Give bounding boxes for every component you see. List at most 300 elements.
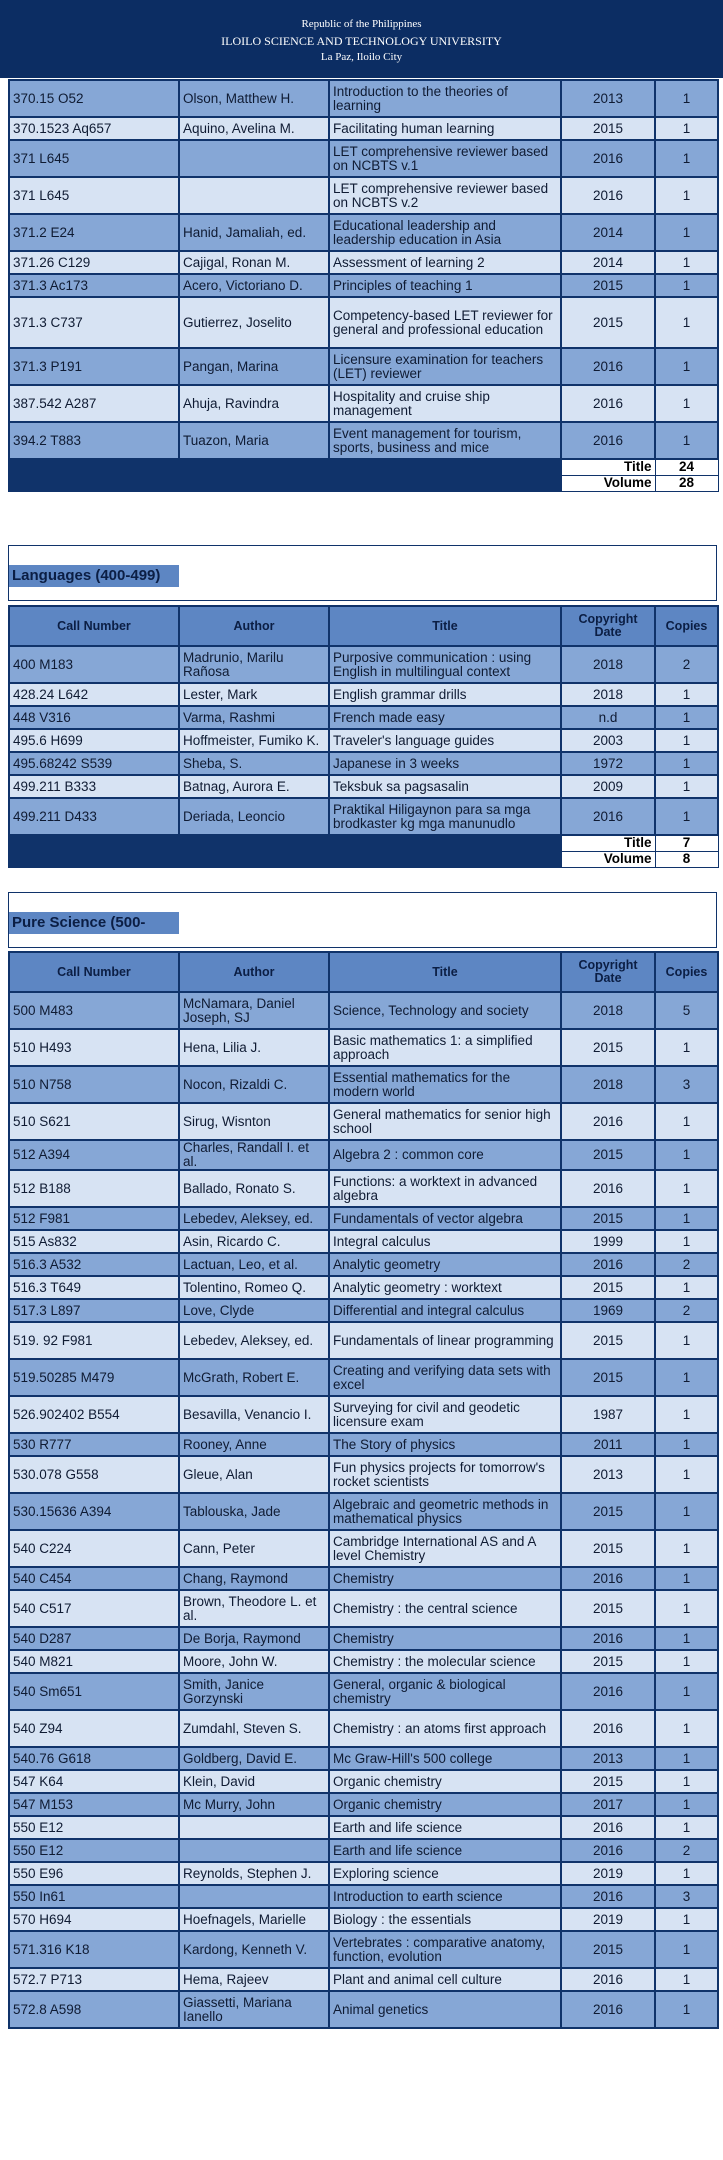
title-cell: Fun physics projects for tomorrow's rocket scientists bbox=[329, 1456, 561, 1493]
copies-cell: 1 bbox=[655, 1770, 718, 1793]
author-cell: Gutierrez, Joselito bbox=[179, 297, 329, 348]
copies-cell: 1 bbox=[655, 1493, 718, 1530]
table-row bbox=[9, 251, 718, 274]
volume-total-value: 8 bbox=[655, 851, 718, 867]
call-number-cell: 571.316 K18 bbox=[9, 1931, 179, 1968]
title-cell: Educational leadership and leadership education in Asia bbox=[329, 214, 561, 251]
table-row bbox=[9, 1103, 718, 1140]
table-row bbox=[9, 1650, 718, 1673]
copies-cell: 1 bbox=[655, 1862, 718, 1885]
table-row bbox=[9, 1770, 718, 1793]
copyright-date-cell: 1987 bbox=[561, 1396, 655, 1433]
header-copies: Copies bbox=[655, 952, 718, 992]
title-cell: French made easy bbox=[329, 706, 561, 729]
call-number-cell: 540 Z94 bbox=[9, 1710, 179, 1747]
copyright-date-cell: 2015 bbox=[561, 1590, 655, 1627]
copyright-date-cell: 2016 bbox=[561, 1885, 655, 1908]
pure-science-table bbox=[8, 951, 719, 2029]
author-cell: Hanid, Jamaliah, ed. bbox=[179, 214, 329, 251]
copyright-date-cell: 2015 bbox=[561, 1931, 655, 1968]
copies-cell: 1 bbox=[655, 80, 718, 117]
copyright-date-cell: 2016 bbox=[561, 422, 655, 459]
title-cell: Animal genetics bbox=[329, 1991, 561, 2028]
call-number-cell: 547 M153 bbox=[9, 1793, 179, 1816]
table-row bbox=[9, 422, 718, 459]
copies-cell: 1 bbox=[655, 683, 718, 706]
author-cell: Sheba, S. bbox=[179, 752, 329, 775]
author-cell: Lebedev, Aleksey, ed. bbox=[179, 1322, 329, 1359]
author-cell: McNamara, Daniel Joseph, SJ bbox=[179, 992, 329, 1029]
copyright-date-cell: 2016 bbox=[561, 1627, 655, 1650]
table-row bbox=[9, 752, 718, 775]
title-cell: Chemistry : an atoms first approach bbox=[329, 1710, 561, 1747]
copyright-date-cell: 2016 bbox=[561, 1839, 655, 1862]
call-number-cell: 512 F981 bbox=[9, 1207, 179, 1230]
title-cell: Organic chemistry bbox=[329, 1793, 561, 1816]
total-spacer bbox=[329, 851, 561, 867]
copies-cell: 1 bbox=[655, 274, 718, 297]
header-author: Author bbox=[179, 606, 329, 646]
table-row bbox=[9, 1885, 718, 1908]
table-row bbox=[9, 177, 718, 214]
call-number-cell: 428.24 L642 bbox=[9, 683, 179, 706]
copies-cell: 1 bbox=[655, 214, 718, 251]
call-number-cell: 499.211 B333 bbox=[9, 775, 179, 798]
call-number-cell: 512 B188 bbox=[9, 1170, 179, 1207]
author-cell: Lactuan, Leo, et al. bbox=[179, 1253, 329, 1276]
copyright-date-cell: 2016 bbox=[561, 798, 655, 835]
copyright-date-cell: 2018 bbox=[561, 1066, 655, 1103]
header-author: Author bbox=[179, 952, 329, 992]
copyright-date-cell: 2015 bbox=[561, 117, 655, 140]
table-row bbox=[9, 140, 718, 177]
author-cell: Hoefnagels, Marielle bbox=[179, 1908, 329, 1931]
total-spacer bbox=[179, 835, 329, 851]
total-spacer bbox=[179, 851, 329, 867]
author-cell bbox=[179, 1816, 329, 1839]
volume-total-label: Volume bbox=[561, 851, 655, 867]
volume-total-label: Volume bbox=[561, 475, 655, 491]
title-cell: Algebraic and geometric methods in mathematical physics bbox=[329, 1493, 561, 1530]
call-number-cell: 495.6 H699 bbox=[9, 729, 179, 752]
copies-cell: 1 bbox=[655, 752, 718, 775]
copies-cell: 1 bbox=[655, 729, 718, 752]
volume-total-row bbox=[9, 475, 718, 491]
call-number-cell: 526.902402 B554 bbox=[9, 1396, 179, 1433]
volume-total-value: 28 bbox=[655, 475, 718, 491]
copyright-date-cell: 2018 bbox=[561, 992, 655, 1029]
volume-total-row bbox=[9, 851, 718, 867]
section-label-languages: Languages (400-499) bbox=[9, 565, 179, 587]
call-number-cell: 572.8 A598 bbox=[9, 1991, 179, 2028]
copies-cell: 1 bbox=[655, 177, 718, 214]
copyright-date-cell: 2013 bbox=[561, 1456, 655, 1493]
title-cell: LET comprehensive reviewer based on NCBTS v.2 bbox=[329, 177, 561, 214]
copies-cell: 3 bbox=[655, 1066, 718, 1103]
copyright-date-cell: 2016 bbox=[561, 348, 655, 385]
author-cell: Love, Clyde bbox=[179, 1299, 329, 1322]
title-cell: Fundamentals of vector algebra bbox=[329, 1207, 561, 1230]
call-number-cell: 540 M821 bbox=[9, 1650, 179, 1673]
title-cell: Assessment of learning 2 bbox=[329, 251, 561, 274]
table-row bbox=[9, 1066, 718, 1103]
author-cell: Lester, Mark bbox=[179, 683, 329, 706]
copyright-date-cell: 2016 bbox=[561, 1710, 655, 1747]
table-row bbox=[9, 1627, 718, 1650]
author-cell: Tolentino, Romeo Q. bbox=[179, 1276, 329, 1299]
copyright-date-cell: 2015 bbox=[561, 1493, 655, 1530]
call-number-cell: 371.2 E24 bbox=[9, 214, 179, 251]
copies-cell: 2 bbox=[655, 1253, 718, 1276]
copies-cell: 1 bbox=[655, 1590, 718, 1627]
copyright-date-cell: 2013 bbox=[561, 80, 655, 117]
copyright-date-cell: 1972 bbox=[561, 752, 655, 775]
copies-cell: 1 bbox=[655, 1322, 718, 1359]
copies-cell: 1 bbox=[655, 1627, 718, 1650]
copyright-date-cell: 2015 bbox=[561, 1530, 655, 1567]
author-cell: Hema, Rajeev bbox=[179, 1968, 329, 1991]
author-cell: Charles, Randall I. et al. bbox=[179, 1140, 329, 1170]
copyright-date-cell: 2015 bbox=[561, 1359, 655, 1396]
call-number-cell: 371 L645 bbox=[9, 177, 179, 214]
header-republic: Republic of the Philippines bbox=[301, 18, 422, 30]
table-row bbox=[9, 1839, 718, 1862]
copies-cell: 1 bbox=[655, 798, 718, 835]
author-cell: Hena, Lilia J. bbox=[179, 1029, 329, 1066]
title-cell: General, organic & biological chemistry bbox=[329, 1673, 561, 1710]
copyright-date-cell: 2016 bbox=[561, 177, 655, 214]
copyright-date-cell: 2016 bbox=[561, 385, 655, 422]
call-number-cell: 517.3 L897 bbox=[9, 1299, 179, 1322]
title-cell: Earth and life science bbox=[329, 1839, 561, 1862]
copies-cell: 1 bbox=[655, 1968, 718, 1991]
table-row bbox=[9, 1710, 718, 1747]
table-row bbox=[9, 1359, 718, 1396]
title-cell: Fundamentals of linear programming bbox=[329, 1322, 561, 1359]
copyright-date-cell: 1969 bbox=[561, 1299, 655, 1322]
copyright-date-cell: 2014 bbox=[561, 214, 655, 251]
title-cell: Introduction to the theories of learning bbox=[329, 80, 561, 117]
call-number-cell: 499.211 D433 bbox=[9, 798, 179, 835]
author-cell: Besavilla, Venancio I. bbox=[179, 1396, 329, 1433]
title-total-value: 24 bbox=[655, 459, 718, 475]
call-number-cell: 550 E12 bbox=[9, 1816, 179, 1839]
copyright-date-cell: 2016 bbox=[561, 1253, 655, 1276]
copyright-date-cell: 2016 bbox=[561, 1673, 655, 1710]
title-cell: Facilitating human learning bbox=[329, 117, 561, 140]
copyright-date-cell: 2003 bbox=[561, 729, 655, 752]
languages-table bbox=[8, 605, 719, 868]
copyright-date-cell: 2017 bbox=[561, 1793, 655, 1816]
call-number-cell: 371.3 C737 bbox=[9, 297, 179, 348]
copyright-date-cell: 2014 bbox=[561, 251, 655, 274]
table-row bbox=[9, 706, 718, 729]
title-cell: Vertebrates : comparative anatomy, function, evolution bbox=[329, 1931, 561, 1968]
copies-cell: 1 bbox=[655, 1793, 718, 1816]
author-cell: Moore, John W. bbox=[179, 1650, 329, 1673]
call-number-cell: 400 M183 bbox=[9, 646, 179, 683]
call-number-cell: 572.7 P713 bbox=[9, 1968, 179, 1991]
author-cell bbox=[179, 1839, 329, 1862]
table-row bbox=[9, 80, 718, 117]
call-number-cell: 530.078 G558 bbox=[9, 1456, 179, 1493]
title-cell: Purposive communication : using English in multilingual context bbox=[329, 646, 561, 683]
title-cell: Praktikal Hiligaynon para sa mga brodkaster kg mga manunudlo bbox=[329, 798, 561, 835]
total-spacer bbox=[9, 459, 179, 475]
call-number-cell: 387.542 A287 bbox=[9, 385, 179, 422]
call-number-cell: 515 As832 bbox=[9, 1230, 179, 1253]
table-row bbox=[9, 1299, 718, 1322]
total-spacer bbox=[9, 475, 179, 491]
copies-cell: 1 bbox=[655, 140, 718, 177]
table-row bbox=[9, 117, 718, 140]
copyright-date-cell: 2015 bbox=[561, 1276, 655, 1299]
table-row bbox=[9, 1276, 718, 1299]
table-row bbox=[9, 1493, 718, 1530]
copyright-date-cell: 2015 bbox=[561, 1650, 655, 1673]
copyright-date-cell: 2019 bbox=[561, 1862, 655, 1885]
copyright-date-cell: 2016 bbox=[561, 1968, 655, 1991]
title-cell: English grammar drills bbox=[329, 683, 561, 706]
call-number-cell: 516.3 T649 bbox=[9, 1276, 179, 1299]
header-call-number: Call Number bbox=[9, 606, 179, 646]
title-cell: Surveying for civil and geodetic licensure exam bbox=[329, 1396, 561, 1433]
section-band-languages bbox=[8, 545, 717, 601]
copyright-date-cell: 2016 bbox=[561, 1103, 655, 1140]
title-cell: Essential mathematics for the modern world bbox=[329, 1066, 561, 1103]
author-cell: Ballado, Ronato S. bbox=[179, 1170, 329, 1207]
call-number-cell: 519.50285 M479 bbox=[9, 1359, 179, 1396]
title-cell: Differential and integral calculus bbox=[329, 1299, 561, 1322]
author-cell: Cann, Peter bbox=[179, 1530, 329, 1567]
total-spacer bbox=[9, 835, 179, 851]
author-cell: Smith, Janice Gorzynski bbox=[179, 1673, 329, 1710]
call-number-cell: 394.2 T883 bbox=[9, 422, 179, 459]
author-cell: Varma, Rashmi bbox=[179, 706, 329, 729]
copyright-date-cell: 2015 bbox=[561, 297, 655, 348]
table-row bbox=[9, 1567, 718, 1590]
author-cell bbox=[179, 177, 329, 214]
education-table bbox=[8, 79, 719, 492]
copies-cell: 1 bbox=[655, 251, 718, 274]
author-cell: McGrath, Robert E. bbox=[179, 1359, 329, 1396]
column-header-row bbox=[9, 606, 718, 646]
header-location: La Paz, Iloilo City bbox=[320, 51, 403, 63]
title-cell: Functions: a worktext in advanced algebra bbox=[329, 1170, 561, 1207]
table-row bbox=[9, 683, 718, 706]
copyright-date-cell: 2009 bbox=[561, 775, 655, 798]
copies-cell: 1 bbox=[655, 1140, 718, 1170]
copies-cell: 1 bbox=[655, 1433, 718, 1456]
title-cell: General mathematics for senior high school bbox=[329, 1103, 561, 1140]
table-row bbox=[9, 1590, 718, 1627]
title-total-label: Title bbox=[561, 835, 655, 851]
call-number-cell: 510 H493 bbox=[9, 1029, 179, 1066]
title-cell: Japanese in 3 weeks bbox=[329, 752, 561, 775]
copies-cell: 1 bbox=[655, 1396, 718, 1433]
copies-cell: 1 bbox=[655, 1276, 718, 1299]
author-cell: Olson, Matthew H. bbox=[179, 80, 329, 117]
table-row bbox=[9, 775, 718, 798]
title-cell: Chemistry : the central science bbox=[329, 1590, 561, 1627]
title-cell: Analytic geometry bbox=[329, 1253, 561, 1276]
title-cell: Event management for tourism, sports, business and mice bbox=[329, 422, 561, 459]
table-row bbox=[9, 1862, 718, 1885]
title-cell: LET comprehensive reviewer based on NCBTS v.1 bbox=[329, 140, 561, 177]
copies-cell: 1 bbox=[655, 1567, 718, 1590]
copies-cell: 1 bbox=[655, 775, 718, 798]
author-cell: De Borja, Raymond bbox=[179, 1627, 329, 1650]
call-number-cell: 371.3 Ac173 bbox=[9, 274, 179, 297]
copyright-date-cell: 2018 bbox=[561, 683, 655, 706]
call-number-cell: 370.1523 Aq657 bbox=[9, 117, 179, 140]
table-row bbox=[9, 1322, 718, 1359]
call-number-cell: 371 L645 bbox=[9, 140, 179, 177]
copies-cell: 5 bbox=[655, 992, 718, 1029]
call-number-cell: 540 C224 bbox=[9, 1530, 179, 1567]
header-title: Title bbox=[329, 952, 561, 992]
copyright-date-cell: 2019 bbox=[561, 1908, 655, 1931]
author-cell bbox=[179, 1885, 329, 1908]
copies-cell: 1 bbox=[655, 1650, 718, 1673]
author-cell: Chang, Raymond bbox=[179, 1567, 329, 1590]
title-cell: Biology : the essentials bbox=[329, 1908, 561, 1931]
table-row bbox=[9, 1170, 718, 1207]
title-cell: Chemistry bbox=[329, 1627, 561, 1650]
copies-cell: 1 bbox=[655, 1230, 718, 1253]
call-number-cell: 570 H694 bbox=[9, 1908, 179, 1931]
call-number-cell: 370.15 O52 bbox=[9, 80, 179, 117]
copyright-date-cell: 2016 bbox=[561, 1816, 655, 1839]
title-total-row bbox=[9, 459, 718, 475]
author-cell: Tuazon, Maria bbox=[179, 422, 329, 459]
table-row bbox=[9, 1207, 718, 1230]
copies-cell: 1 bbox=[655, 1207, 718, 1230]
title-cell: Principles of teaching 1 bbox=[329, 274, 561, 297]
copies-cell: 1 bbox=[655, 706, 718, 729]
title-cell: Creating and verifying data sets with excel bbox=[329, 1359, 561, 1396]
section-label-pure-science: Pure Science (500- bbox=[9, 912, 179, 934]
total-spacer bbox=[179, 459, 329, 475]
header-copyright-date: Copyright Date bbox=[561, 952, 655, 992]
table-row bbox=[9, 1230, 718, 1253]
table-row bbox=[9, 1530, 718, 1567]
copies-cell: 1 bbox=[655, 1747, 718, 1770]
author-cell: Rooney, Anne bbox=[179, 1433, 329, 1456]
call-number-cell: 540.76 G618 bbox=[9, 1747, 179, 1770]
copies-cell: 1 bbox=[655, 117, 718, 140]
table-row bbox=[9, 348, 718, 385]
author-cell: Lebedev, Aleksey, ed. bbox=[179, 1207, 329, 1230]
table-row bbox=[9, 1433, 718, 1456]
call-number-cell: 540 C517 bbox=[9, 1590, 179, 1627]
copyright-date-cell: 2016 bbox=[561, 140, 655, 177]
author-cell: Giassetti, Mariana Ianello bbox=[179, 1991, 329, 2028]
table-row bbox=[9, 1140, 718, 1170]
table-row bbox=[9, 1991, 718, 2028]
copies-cell: 1 bbox=[655, 1359, 718, 1396]
author-cell: Cajigal, Ronan M. bbox=[179, 251, 329, 274]
author-cell: Batnag, Aurora E. bbox=[179, 775, 329, 798]
call-number-cell: 540 C454 bbox=[9, 1567, 179, 1590]
header-copyright-date: Copyright Date bbox=[561, 606, 655, 646]
table-row bbox=[9, 1747, 718, 1770]
table-row bbox=[9, 1456, 718, 1493]
table-row bbox=[9, 1931, 718, 1968]
author-cell: Tablouska, Jade bbox=[179, 1493, 329, 1530]
copyright-date-cell: 2015 bbox=[561, 1207, 655, 1230]
copies-cell: 1 bbox=[655, 422, 718, 459]
copies-cell: 1 bbox=[655, 1456, 718, 1493]
table-row bbox=[9, 1908, 718, 1931]
copyright-date-cell: 2016 bbox=[561, 1567, 655, 1590]
total-spacer bbox=[329, 835, 561, 851]
table-row bbox=[9, 1396, 718, 1433]
title-cell: Algebra 2 : common core bbox=[329, 1140, 561, 1170]
title-cell: Exploring science bbox=[329, 1862, 561, 1885]
header-university: ILOILO SCIENCE AND TECHNOLOGY UNIVERSITY bbox=[221, 34, 502, 48]
author-cell: Reynolds, Stephen J. bbox=[179, 1862, 329, 1885]
copies-cell: 1 bbox=[655, 1103, 718, 1140]
title-cell: Basic mathematics 1: a simplified approach bbox=[329, 1029, 561, 1066]
title-cell: The Story of physics bbox=[329, 1433, 561, 1456]
copyright-date-cell: 2015 bbox=[561, 1140, 655, 1170]
call-number-cell: 550 In61 bbox=[9, 1885, 179, 1908]
copies-cell: 1 bbox=[655, 1170, 718, 1207]
copies-cell: 1 bbox=[655, 1029, 718, 1066]
table-row bbox=[9, 1968, 718, 1991]
total-spacer bbox=[329, 459, 561, 475]
table-row bbox=[9, 385, 718, 422]
table-row bbox=[9, 646, 718, 683]
call-number-cell: 519. 92 F981 bbox=[9, 1322, 179, 1359]
title-cell: Plant and animal cell culture bbox=[329, 1968, 561, 1991]
author-cell: Deriada, Leoncio bbox=[179, 798, 329, 835]
title-cell: Science, Technology and society bbox=[329, 992, 561, 1029]
call-number-cell: 540 D287 bbox=[9, 1627, 179, 1650]
author-cell: Madrunio, Marilu Rañosa bbox=[179, 646, 329, 683]
table-row bbox=[9, 729, 718, 752]
table-row bbox=[9, 1029, 718, 1066]
copyright-date-cell: 2015 bbox=[561, 1322, 655, 1359]
title-cell: Competency-based LET reviewer for general and professional education bbox=[329, 297, 561, 348]
copyright-date-cell: 2016 bbox=[561, 1991, 655, 2028]
header-copies: Copies bbox=[655, 606, 718, 646]
title-cell: Integral calculus bbox=[329, 1230, 561, 1253]
copyright-date-cell: 2015 bbox=[561, 1029, 655, 1066]
copies-cell: 2 bbox=[655, 1299, 718, 1322]
call-number-cell: 510 N758 bbox=[9, 1066, 179, 1103]
title-total-value: 7 bbox=[655, 835, 718, 851]
call-number-cell: 530.15636 A394 bbox=[9, 1493, 179, 1530]
author-cell: Kardong, Kenneth V. bbox=[179, 1931, 329, 1968]
title-total-label: Title bbox=[561, 459, 655, 475]
author-cell: Nocon, Rizaldi C. bbox=[179, 1066, 329, 1103]
table-row bbox=[9, 798, 718, 835]
title-cell: Teksbuk sa pagsasalin bbox=[329, 775, 561, 798]
copies-cell: 2 bbox=[655, 1839, 718, 1862]
call-number-cell: 540 Sm651 bbox=[9, 1673, 179, 1710]
author-cell: Mc Murry, John bbox=[179, 1793, 329, 1816]
call-number-cell: 371.26 C129 bbox=[9, 251, 179, 274]
table-row bbox=[9, 297, 718, 348]
copies-cell: 1 bbox=[655, 1530, 718, 1567]
title-total-row bbox=[9, 835, 718, 851]
author-cell: Sirug, Wisnton bbox=[179, 1103, 329, 1140]
author-cell: Klein, David bbox=[179, 1770, 329, 1793]
copies-cell: 1 bbox=[655, 1816, 718, 1839]
author-cell: Aquino, Avelina M. bbox=[179, 117, 329, 140]
